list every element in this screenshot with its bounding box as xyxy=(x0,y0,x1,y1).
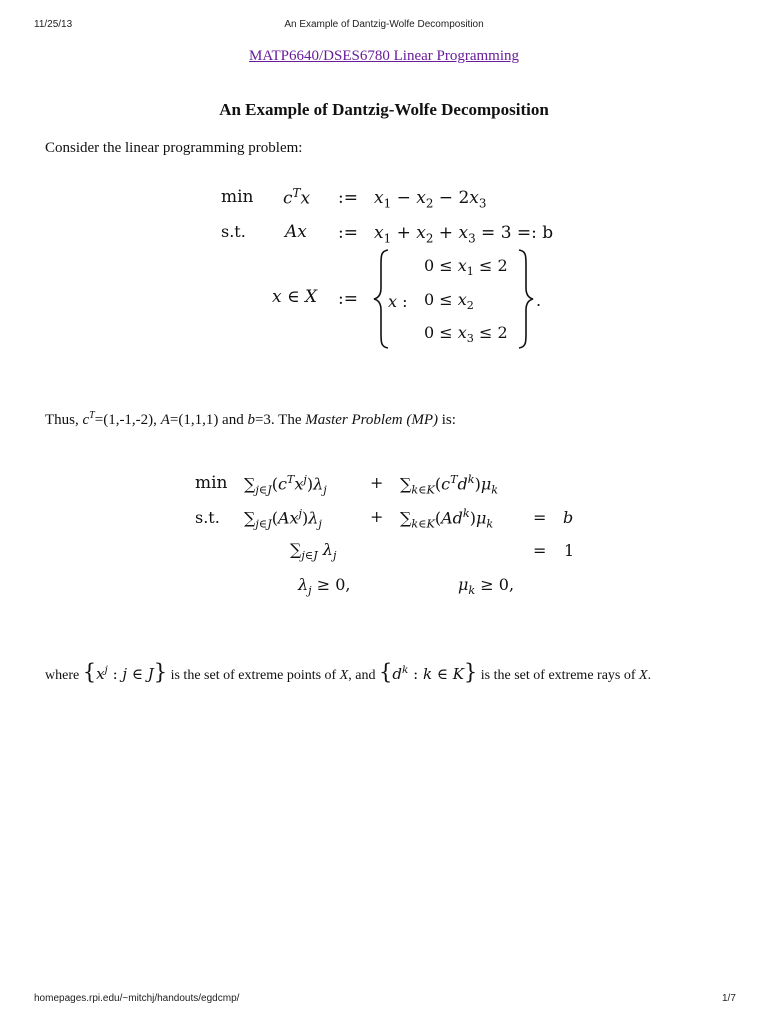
bound-x2: $0 \le x_2$ xyxy=(424,290,474,313)
mp-constraint-sum-k: $\sum_{k\in K}(Ad^k)\mu_k$ xyxy=(400,507,494,531)
assign-operator-2: := xyxy=(338,223,358,243)
print-date: 11/25/13 xyxy=(34,19,73,30)
mp-st-label: s.t. xyxy=(195,508,220,527)
intro-paragraph: Consider the linear programming problem: xyxy=(45,140,303,156)
objective-lhs: $c^Tx$ xyxy=(283,186,311,209)
set-variable-label: x : xyxy=(388,292,408,311)
assign-operator-1: := xyxy=(338,188,358,208)
period: . xyxy=(536,291,542,310)
mp-rhs-one: 1 xyxy=(564,541,575,560)
st-label: s.t. xyxy=(221,222,246,241)
where-paragraph: where {$x^j$ : j ∈ J} is the set of extreme points of X, and {$d^k$ : k ∈ K} is the set of extreme rays of X. xyxy=(45,660,652,684)
mp-plus-1: + xyxy=(370,473,384,492)
objective-rhs: $x_1 - x_2 - 2x_3$ xyxy=(374,188,487,211)
thus-paragraph: Thus, $c^T=(1,-1,-2)$, A=(1,1,1) and b=3. The Master Problem (MP) is: xyxy=(45,410,456,428)
mp-lambda-nonneg: $\lambda_j \ge 0$, xyxy=(298,575,351,598)
print-page-title: An Example of Dantzig-Wolfe Decomposition xyxy=(284,19,484,30)
mp-mu-nonneg: $\mu_k \ge 0$, xyxy=(458,575,515,598)
set-membership: x ∈ X xyxy=(272,287,318,307)
mp-objective-sum-j: $\sum_{j\in J}(c^Tx^j)\lambda_j$ xyxy=(244,473,327,497)
mp-equals-2: = xyxy=(533,541,547,560)
assign-operator-3: := xyxy=(338,289,358,309)
right-brace-icon xyxy=(515,248,535,350)
mp-convexity-sum: $\sum_{j\in J}$ $\lambda_j$ xyxy=(290,540,337,563)
mp-equals-1: = xyxy=(533,508,547,527)
mp-rhs-b: b xyxy=(563,508,574,527)
mp-constraint-sum-j: $\sum_{j\in J}(Ax^j)\lambda_j$ xyxy=(244,507,322,531)
mp-objective-sum-k: $\sum_{k\in K}(c^Td^k)\mu_k$ xyxy=(400,473,499,497)
document-title: An Example of Dantzig-Wolfe Decomposition xyxy=(219,100,549,119)
constraint-rhs: $x_1 + x_2 + x_3 = 3$ =: b xyxy=(374,223,554,246)
bound-x3: $0 \le x_3 \le 2$ xyxy=(424,323,508,346)
mp-plus-2: + xyxy=(370,507,384,526)
mp-min-label: min xyxy=(195,473,228,493)
page-url: homepages.rpi.edu/~mitchj/handouts/egdcmp/ xyxy=(34,993,240,1004)
course-link[interactable]: MATP6640/DSES6780 Linear Programming xyxy=(249,48,519,64)
course-heading xyxy=(0,48,768,65)
page-number: 1/7 xyxy=(722,993,736,1004)
bound-x1: $0 \le x_1 \le 2$ xyxy=(424,256,508,279)
constraint-lhs: Ax xyxy=(285,222,307,242)
min-label: min xyxy=(221,187,254,207)
